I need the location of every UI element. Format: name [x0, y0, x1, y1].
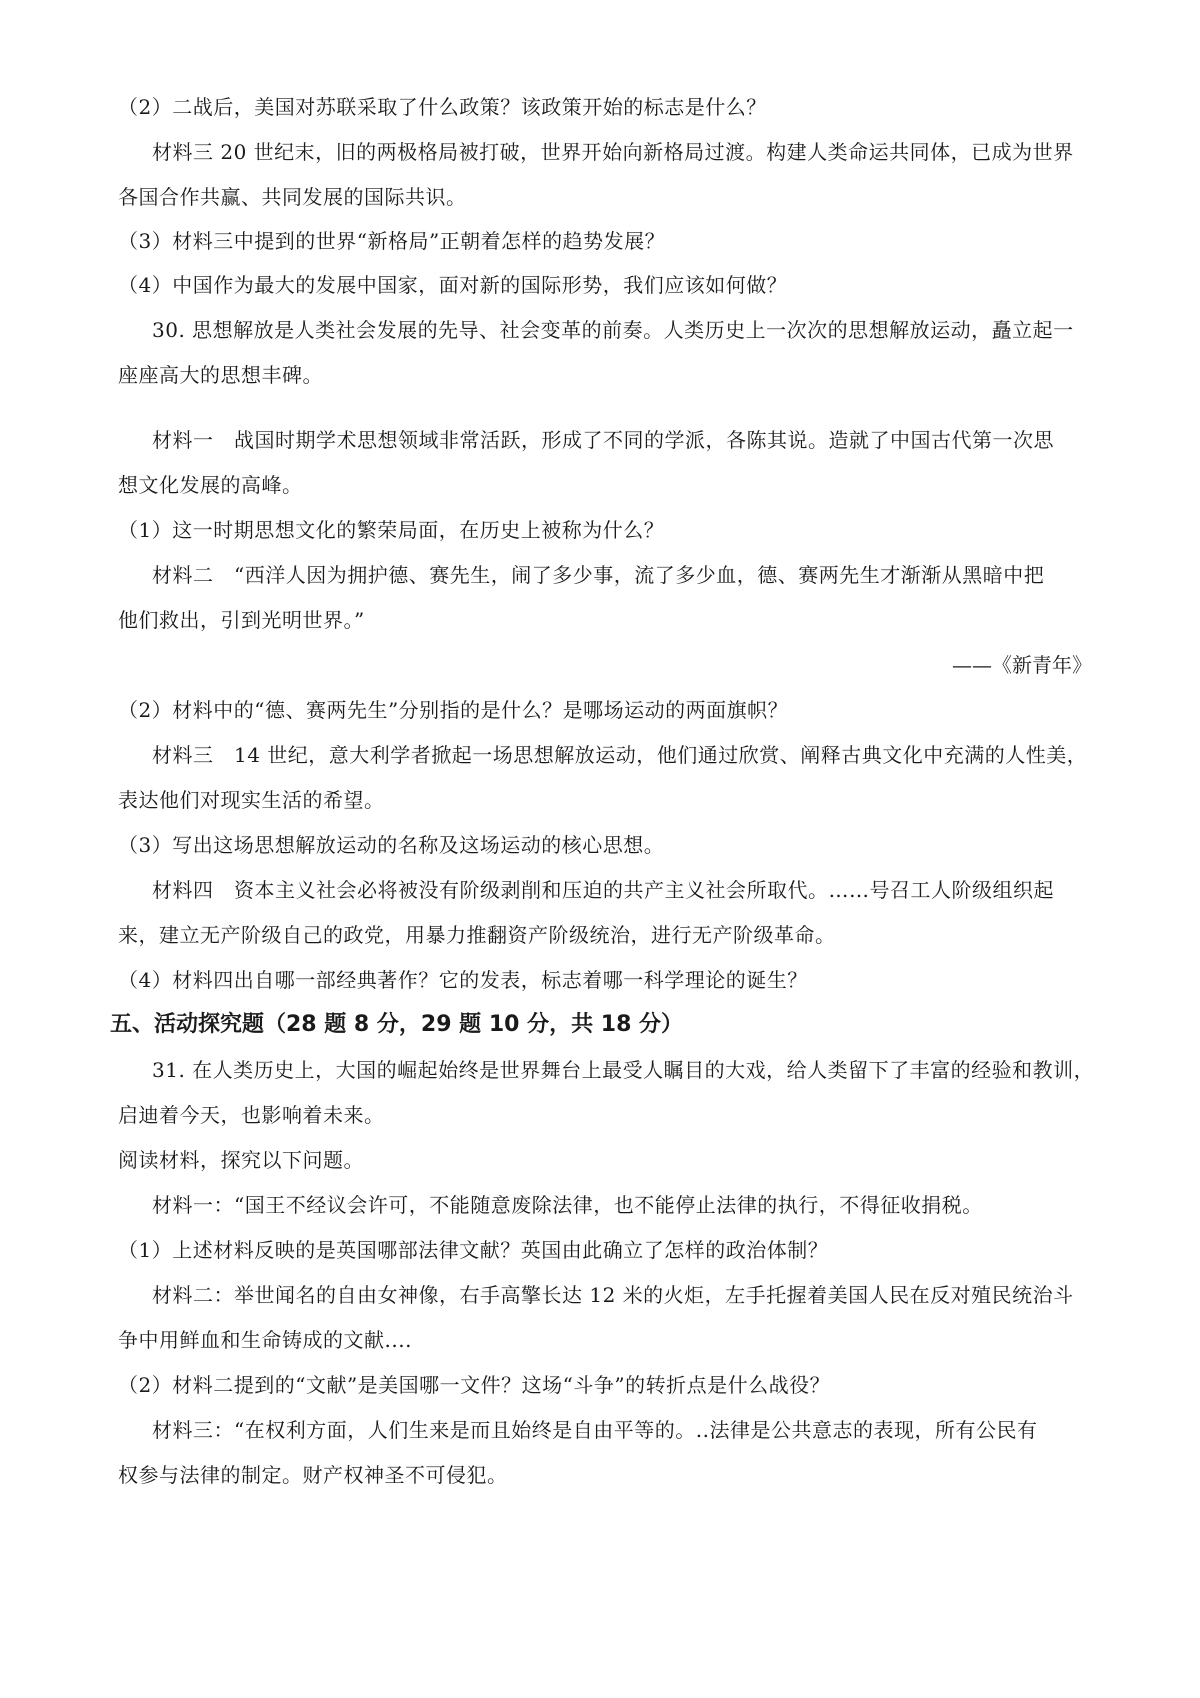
q30-material-2: 材料二 “西洋人因为拥护德、赛先生，闹了多少事，流了多少血，德、赛两先生才渐渐从黑暗中把 — [152, 563, 1045, 587]
section-5-heading: 五、活动探究题（28 题 8 分，29 题 10 分，共 18 分） — [110, 1012, 684, 1037]
q31-material-3-cont: 权参与法律的制定。财产权神圣不可侵犯。 — [118, 1463, 508, 1487]
q30-material-2-cont: 他们救出，引到光明世界。” — [118, 608, 365, 632]
question-31-1: （1）上述材料反映的是英国哪部法律文献？英国由此确立了怎样的政治体制？ — [118, 1238, 829, 1262]
q31-material-3: 材料三：“在权利方面，人们生来是而且始终是自由平等的。..法律是公共意志的表现，所有公民有 — [152, 1418, 1038, 1442]
question-30-2: （2）材料中的“德、赛两先生”分别指的是什么？是哪场运动的两面旗帜？ — [118, 698, 789, 722]
question-30-stem: 30. 思想解放是人类社会发展的先导、社会变革的前奏。人类历史上一次次的思想解放运动，矗立起一 — [152, 318, 1074, 342]
question-30-4: （4）材料四出自哪一部经典著作？它的发表，标志着哪一科学理论的诞生？ — [118, 968, 808, 992]
q30-material-4: 材料四 资本主义社会必将被没有阶级剥削和压迫的共产主义社会所取代。……号召工人阶级组织起 — [152, 878, 1054, 902]
q30-material-3-cont: 表达他们对现实生活的希望。 — [118, 788, 385, 812]
material-3-text: 材料三 20 世纪末，旧的两极格局被打破，世界开始向新格局过渡。构建人类命运共同体，已成为世界 — [152, 140, 1074, 164]
question-31-instruction: 阅读材料，探究以下问题。 — [118, 1148, 364, 1172]
question-31-stem: 31. 在人类历史上，大国的崛起始终是世界舞台上最受人瞩目的大戏，给人类留下了丰富的经验和教训， — [152, 1058, 1095, 1082]
question-29-2: （2）二战后，美国对苏联采取了什么政策？该政策开始的标志是什么？ — [118, 95, 767, 119]
question-30-1: （1）这一时期思想文化的繁荣局面，在历史上被称为什么？ — [118, 518, 665, 542]
q30-material-4-cont: 来，建立无产阶级自己的政党，用暴力推翻资产阶级统治，进行无产阶级革命。 — [118, 923, 836, 947]
question-29-4: （4）中国作为最大的发展中国家，面对新的国际形势，我们应该如何做？ — [118, 273, 788, 297]
material-3-text-cont: 各国合作共赢、共同发展的国际共识。 — [118, 185, 467, 209]
q31-material-1: 材料一：“国王不经议会许可，不能随意废除法律，也不能停止法律的执行，不得征收捐税。 — [152, 1193, 983, 1217]
q30-material-1: 材料一 战国时期学术思想领域非常活跃，形成了不同的学派，各陈其说。造就了中国古代第一次思 — [152, 428, 1054, 452]
q31-material-2: 材料二：举世闻名的自由女神像，右手高擎长达 12 米的火炬，左手托握着美国人民在反对殖民统治斗 — [152, 1283, 1074, 1307]
question-30-stem-cont: 座座高大的思想丰碑。 — [118, 363, 323, 387]
question-31-2: （2）材料二提到的“文献”是美国哪一文件？这场“斗争”的转折点是什么战役？ — [118, 1373, 831, 1397]
question-31-stem-cont: 启迪着今天，也影响着未来。 — [118, 1103, 385, 1127]
q31-material-2-cont: 争中用鲜血和生命铸成的文献.... — [118, 1328, 412, 1352]
question-29-3: （3）材料三中提到的世界“新格局”正朝着怎样的趋势发展？ — [118, 229, 666, 253]
q30-material-2-source: ——《新青年》 — [952, 653, 1092, 677]
q30-material-1-cont: 想文化发展的高峰。 — [118, 473, 303, 497]
question-30-3: （3）写出这场思想解放运动的名称及这场运动的核心思想。 — [118, 833, 665, 857]
q30-material-3: 材料三 14 世纪，意大利学者掀起一场思想解放运动，他们通过欣赏、阐释古典文化中充满的人性美， — [152, 743, 1088, 767]
